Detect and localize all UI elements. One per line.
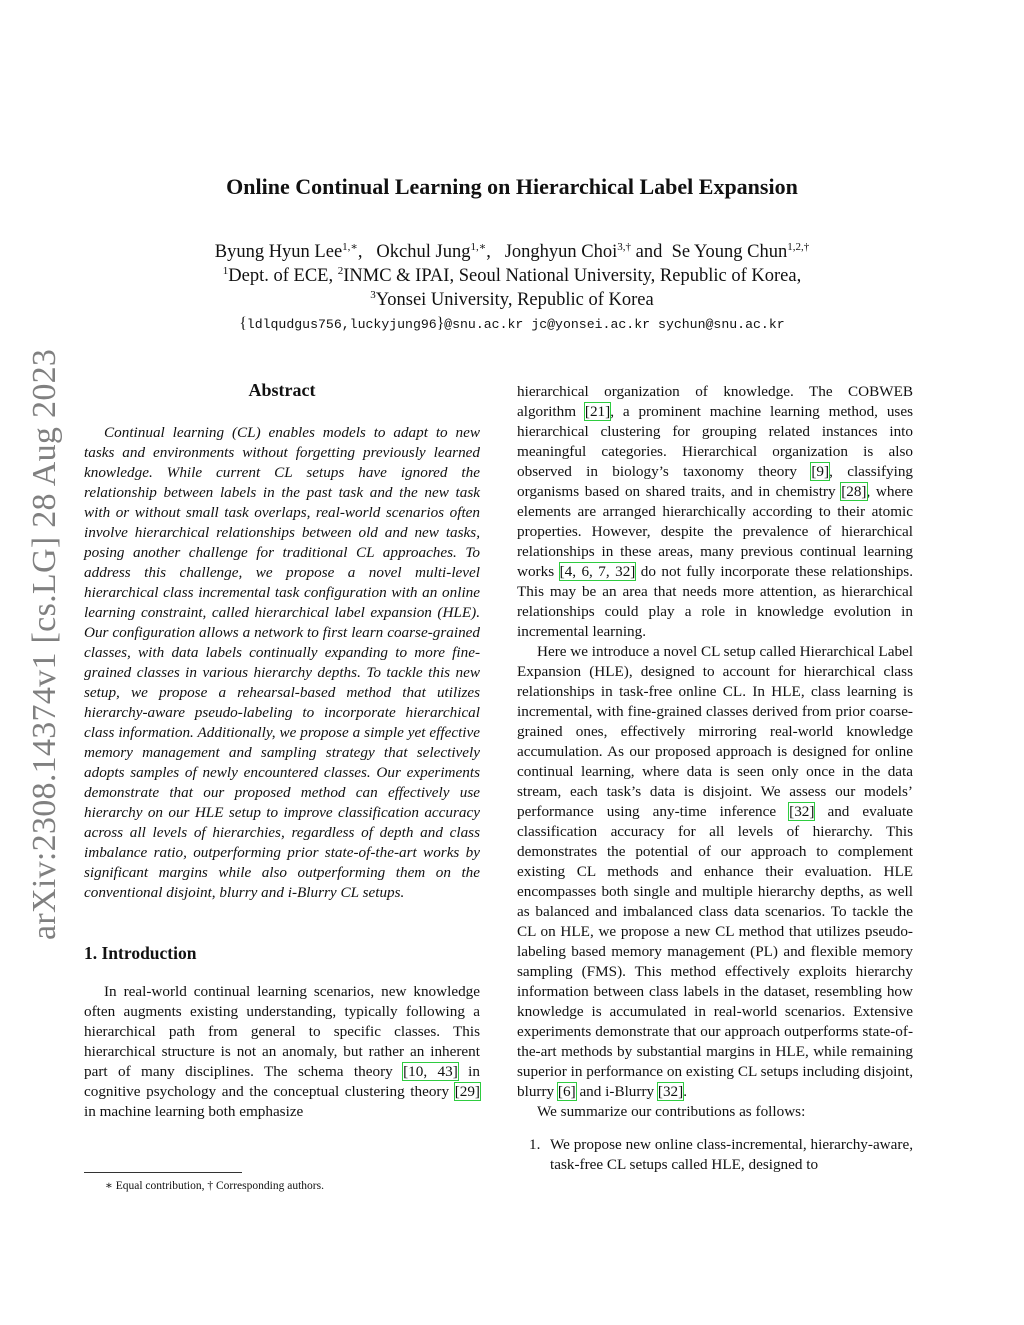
email-line xyxy=(0,315,1024,333)
email-address: jc@yonsei.ac.kr xyxy=(531,317,651,332)
contribution-list-item xyxy=(517,1135,913,1175)
paragraph-text: . xyxy=(683,1083,687,1100)
affiliation-superscript: 3 xyxy=(370,289,376,301)
introduction-heading: 1. Introduction xyxy=(84,943,197,963)
paragraph-text: Here we introduce a novel CL setup called Hierarchical Label Expansion (HLE), designed to account for hierarchical class relationships in task-free online CL. In HLE, class learning is incremental, with fine-grained classes derived from prior coarse-grained ones, effectively mirroring real-world knowledge accumulation. As our proposed approach is designed for online continual learning, where data is seen only once in the data stream, each task’s data is disjoint. We assess our models’ performance using any-time inference xyxy=(517,643,913,820)
email-user-group: ldlqudgus756,luckyjung96 xyxy=(246,317,437,332)
email-brace: { xyxy=(239,315,247,332)
citation-link[interactable]: [28] xyxy=(841,483,867,500)
email-address: sychun@snu.ac.kr xyxy=(658,317,785,332)
author-conjunction: and xyxy=(635,242,663,262)
right-column xyxy=(517,382,913,1175)
paragraph-text: In real-world continual learning scenarios, new knowledge often augments existing understanding, typically following a hierarchical path from general to specific classes. This hierarchical structure is not an anomaly, but rather an inherent part of many disciplines. The schema theory xyxy=(84,983,480,1080)
list-text: We propose new online class-incremental, hierarchy-aware, task-free CL setups called HLE, designed to xyxy=(550,1136,913,1173)
list-number: 1. xyxy=(529,1136,541,1153)
affiliation-text: Dept. of ECE, xyxy=(228,266,334,286)
author-block xyxy=(0,240,1024,312)
citation-link[interactable]: [10, 43] xyxy=(403,1063,458,1080)
paragraph-text: in machine learning both emphasize xyxy=(84,1103,304,1120)
intro-paragraph xyxy=(84,982,480,1122)
affiliation-text: INMC & IPAI, Seoul National University, Republic of Korea, xyxy=(343,266,802,286)
author-superscript: 1,∗ xyxy=(470,241,487,253)
affiliation-line xyxy=(0,264,1024,288)
author-superscript: 1,∗ xyxy=(342,241,358,253)
author-name: Se Young Chun xyxy=(671,242,788,262)
paragraph-text: , classifying organisms based on shared traits, and in chemistry xyxy=(517,463,914,500)
affiliation-line xyxy=(0,288,1024,312)
citation-link[interactable]: [6] xyxy=(557,1083,576,1100)
author-name: Okchul Jung xyxy=(376,242,471,262)
intro-paragraph-continued xyxy=(517,382,913,642)
citation-link[interactable]: [32] xyxy=(657,1083,684,1100)
citation-link[interactable]: [21] xyxy=(584,403,611,420)
left-column xyxy=(84,380,480,1122)
paragraph-text: hierarchical organization of knowledge. The COBWEB algorithm xyxy=(517,383,913,420)
abstract-text: Continual learning (CL) enables models to adapt to new tasks and environments without forgetting previously learned knowledge. While current CL setups have ignored the relationship between labels in the past task and the new task with or without small task overlaps, real-world scenarios often involve hierarchical relationships between old and new tasks, posing another challenge for traditional CL approaches. To address this challenge, we propose a novel multi-level hierarchical class incremental task configuration with an online learning constraint, called hierarchical label expansion (HLE). Our configuration allows a network to first learn coarse-grained classes, with data labels continually expanding to more fine-grained classes in various hierarchy depths. To tackle this new setup, we propose a rehearsal-based method that utilizes hierarchy-aware pseudo-labeling to incorporate hierarchical class information. Additionally, we propose a simple yet effective memory management and sampling strategy that selectively adopts samples of newly encountered classes. Our experiments demonstrate that our proposed method can effectively use hierarchy on our HLE setup to improve classification accuracy across all levels of hierarchies, regardless of depth and class imbalance ratio, outperforming prior state-of-the-art works by significant margins while also outperforming them on the conventional disjoint, blurry and i-Blurry CL setups. xyxy=(84,424,480,901)
paper-title: Online Continual Learning on Hierarchical Label Expansion xyxy=(226,174,798,199)
footnote-divider xyxy=(84,1172,242,1173)
affiliation-text: Yonsei University, Republic of Korea xyxy=(375,290,654,310)
author-superscript: 3,† xyxy=(617,241,631,253)
author-name: Jonghyun Choi xyxy=(504,242,618,262)
paragraph-text: , where elements are arranged hierarchically according to their atomic properties. However, despite the prevalence of hierarchical relationships in these areas, many previous continual learning works xyxy=(517,483,914,580)
affiliation-superscript: 2 xyxy=(337,265,344,277)
paragraph-text: and evaluate classification accuracy for all levels of hierarchy. This demonstrates the potential of our approach to complement existing CL methods and enhance their evaluation. HLE encompasses both single and multiple hierarchy depths, as well as balanced and imbalanced class data scenarios. To tackle the CL on HLE, we propose a new CL method that utilizes pseudo-labeling based memory management (PL) and flexible memory sampling (FMS). This method effectively exploits hierarchy information between class labels in the dataset, resembling how knowledge is accumulated in real-world scenarios. Extensive experiments demonstrate that our approach outperforms state-of-the-art methods by substantial margins in HLE, while remaining superior in performance on existing CL setups including disjoint, blurry xyxy=(517,803,913,1100)
email-brace: } xyxy=(436,315,445,332)
intro-paragraph xyxy=(517,642,913,1102)
author-superscript: 1,2,† xyxy=(787,241,810,253)
arxiv-identifier: arXiv:2308.14374v1 [cs.LG] 28 Aug 2023 xyxy=(26,348,63,940)
paragraph-text: do not fully incorporate these relationships. This may be an area that needs more attention, as hierarchical relationships could play a role in knowledge evolution in incremental learning. xyxy=(517,563,913,640)
citation-link[interactable]: [29] xyxy=(454,1083,480,1100)
abstract-heading: Abstract xyxy=(248,380,316,400)
paragraph-text: and i-Blurry xyxy=(575,1083,658,1100)
footnote: ∗ Equal contribution, † Corresponding authors. xyxy=(105,1180,324,1192)
paragraph-text: , a prominent machine learning method, uses hierarchical clustering for grouping related instances into meaningful categories. Hierarchical organization is also observed in biology’s taxonomy theory xyxy=(517,403,913,480)
author-line: Byung Hyun Lee$^{1,∗}$, Okchul Jung$^{1,∗}$, Jonghyun Choi$^{3,\dagger}$ and Se Young Chun$^{1,2,\dagger}$ xyxy=(214,241,810,262)
citation-link[interactable]: [4, 6, 7, 32] xyxy=(559,563,636,580)
contributions-intro: We summarize our contributions as follows: xyxy=(537,1103,806,1120)
citation-link[interactable]: [9] xyxy=(811,463,830,480)
affiliation-superscript: 1 xyxy=(222,265,229,277)
email-domain: @snu.ac.kr xyxy=(444,317,524,332)
author-name: Byung Hyun Lee xyxy=(214,242,343,262)
citation-link[interactable]: [32] xyxy=(789,803,815,820)
paragraph-text: in cognitive psychology and the conceptual clustering theory xyxy=(84,1063,480,1100)
